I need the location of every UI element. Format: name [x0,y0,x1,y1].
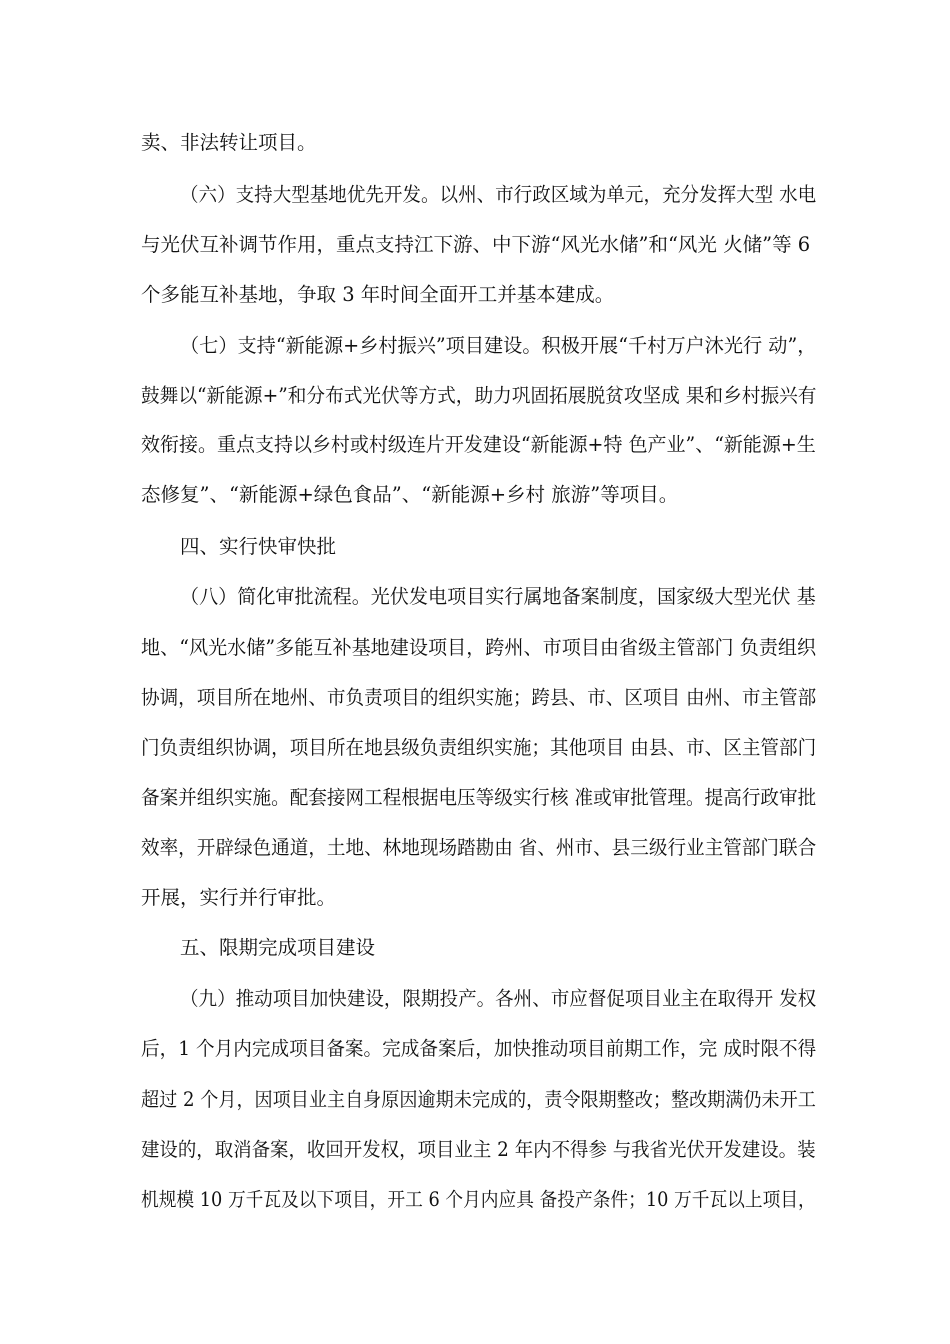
text-line [0,381,950,411]
text-span: 与光伏互补调节作用，重点支持江下游、中下游“风光水储”和“风光 火储”等 6 [141,233,811,256]
text-span: 后，1 个月内完成项目备案。完成备案后，加快推动项目前期工作，完 成时限不得 [141,1037,817,1060]
text-span: 效衔接。重点支持以乡村或村级连片开发建设“新能源+特 色产业”、“新能源+生 [141,433,816,456]
text-line [0,230,950,260]
text-span: 态修复”、“新能源+绿色食品”、“新能源+乡村 旅游”等项目。 [141,483,679,506]
text-line [0,733,950,763]
text-span: 效率，开辟绿色通道，土地、林地现场踏勘由 省、州市、县三级行业主管部门联合 [141,836,817,859]
text-span: 鼓舞以“新能源+”和分布式光伏等方式，助力巩固拓展脱贫攻坚成 果和乡村振兴有 [141,384,817,407]
text-line [0,683,950,713]
text-line [0,833,950,863]
text-span: （六）支持大型基地优先开发。以州、市行政区域为单元，充分发挥大型 水电 [180,183,817,206]
text-line [0,430,950,460]
text-span: 建设的，取消备案，收回开发权，项目业主 2 年内不得参 与我省光伏开发建设。装 [141,1138,816,1161]
paragraph-first-line [0,331,950,361]
text-span: 开展，实行并行审批。 [141,886,337,909]
text-line [0,883,950,913]
text-line [0,1085,950,1115]
paragraph-first-line [0,180,950,210]
section-heading [0,933,950,963]
text-span: 卖、非法转让项目。 [141,131,317,154]
paragraph-first-line [0,582,950,612]
text-line [0,633,950,663]
text-line [0,1185,950,1215]
text-span: 四、实行快审快批 [180,535,337,558]
text-line [0,128,950,158]
text-span: 机规模 10 万千瓦及以下项目，开工 6 个月内应具 备投产条件；10 万千瓦以上项目， [141,1188,816,1211]
paragraph-first-line [0,984,950,1014]
text-line [0,480,950,510]
text-span: 门负责组织协调，项目所在地县级负责组织实施；其他项目 由县、市、区主管部门 [141,736,817,759]
text-line [0,783,950,813]
text-line [0,1034,950,1064]
text-span: 个多能互补基地，争取 3 年时间全面开工并基本建成。 [141,283,615,306]
text-line [0,280,950,310]
text-line [0,1135,950,1165]
text-span: 五、限期完成项目建设 [180,936,376,959]
section-heading [0,532,950,562]
text-span: （八）简化审批流程。光伏发电项目实行属地备案制度，国家级大型光伏 基 [180,585,816,608]
text-span: 备案并组织实施。配套接网工程根据电压等级实行核 准或审批管理。提高行政审批 [141,786,817,809]
text-span: （九）推动项目加快建设，限期投产。各州、市应督促项目业主在取得开 发权 [180,987,817,1010]
text-span: （七）支持“新能源+乡村振兴”项目建设。积极开展“千村万户沐光行 动”， [180,334,817,357]
text-span: 协调，项目所在地州、市负责项目的组织实施；跨县、市、区项目 由州、市主管部 [141,686,817,709]
text-span: 地、“风光水储”多能互补基地建设项目，跨州、市项目由省级主管部门 负责组织 [141,636,817,659]
text-span: 超过 2 个月，因项目业主自身原因逾期未完成的，责令限期整改；整改期满仍未开工 [141,1088,816,1111]
